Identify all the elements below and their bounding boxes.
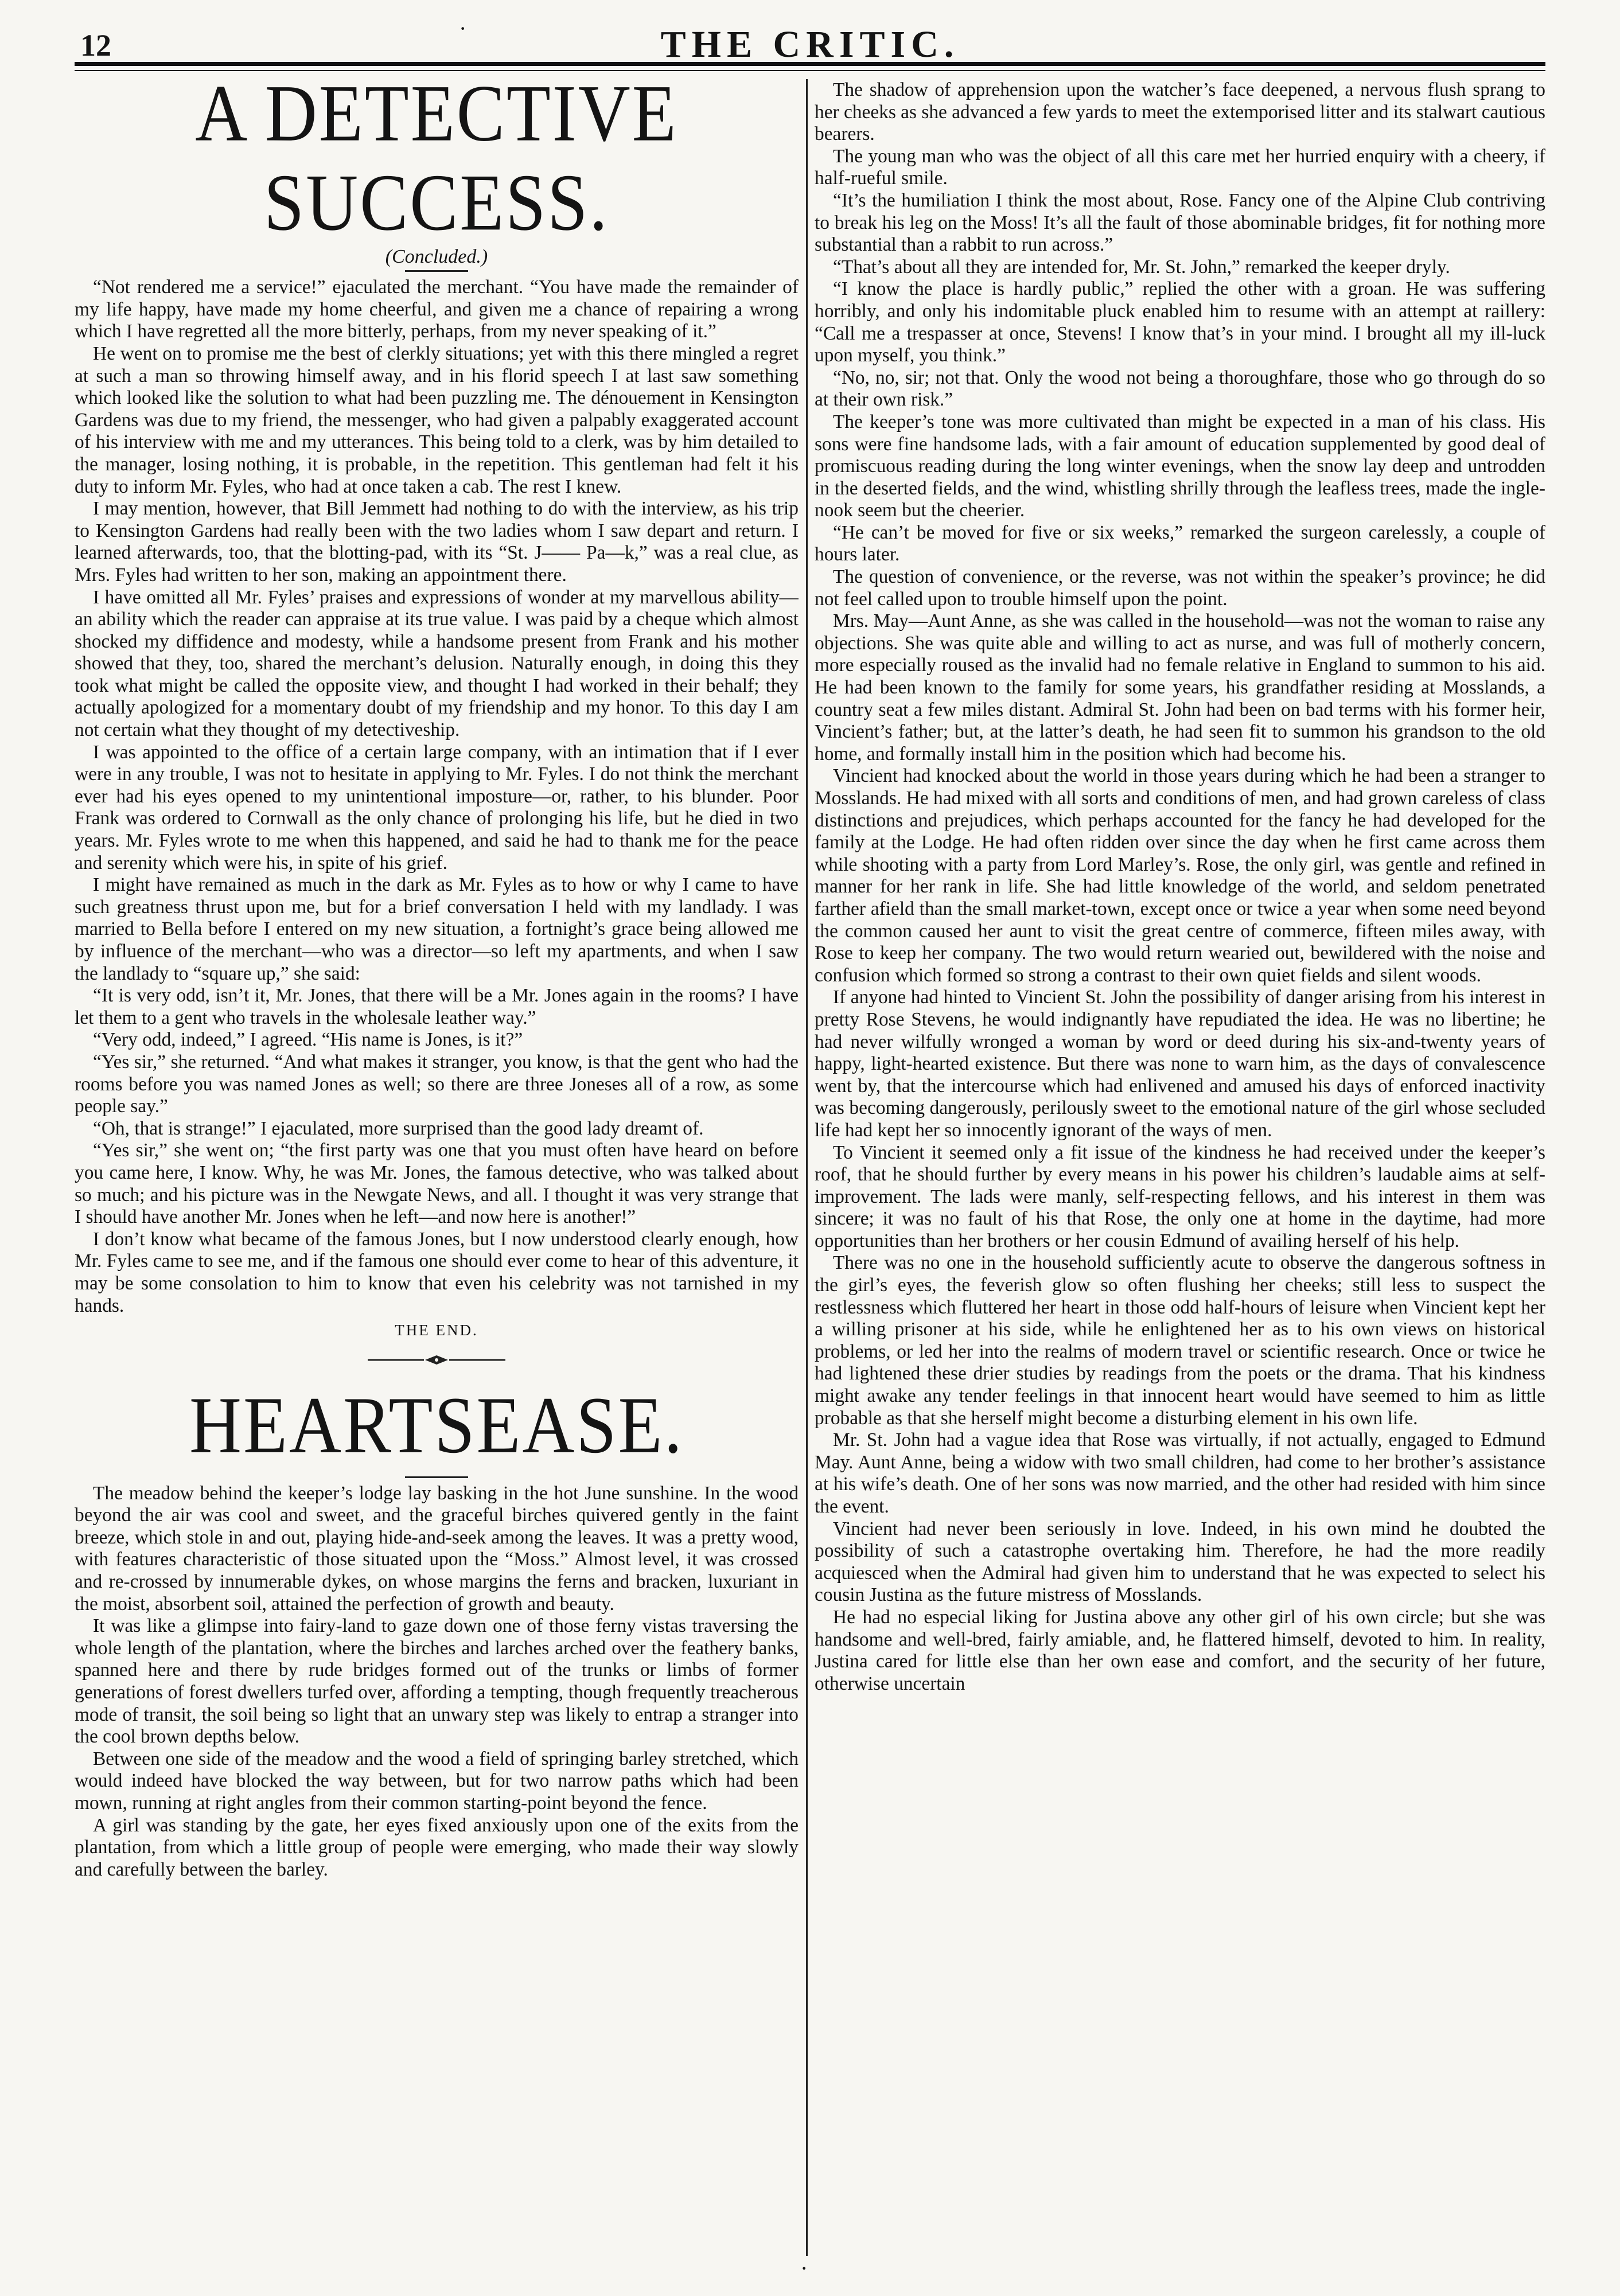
paragraph: A girl was standing by the gate, her eyes fixed anxiously upon one of the exits from the plantation, from which a little group of people were emerging, who made their way slowly and carefully between the barley. — [75, 1814, 799, 1880]
paragraph: He had no especial liking for Justina above any other girl of his own circle; but she was handsome and well-bred, fairly amiable, and, he flattered himself, devoted to him. In reality, Justina cared for little else than her own ease and comfort, and the security of her future, otherwise uncertain — [815, 1606, 1545, 1694]
newspaper-title: THE CRITIC. — [660, 24, 960, 65]
paragraph: I might have remained as much in the dark as Mr. Fyles as to how or why I came to have such greatness thrust upon me, but for a brief conversation I held with my landlady. I was married to Bella before I entered on my new situation, a fortnight’s grace being allowed me by influence of the merchant—who was a director—so left my apartments, and when I saw the landlady to “square up,” she said: — [75, 874, 799, 984]
paragraph: “He can’t be moved for five or six weeks,” remarked the surgeon carelessly, a couple of hours later. — [815, 521, 1545, 566]
masthead — [75, 23, 1545, 63]
page-number: 12 — [80, 28, 111, 63]
paragraph: Mrs. May—Aunt Anne, as she was called in the household—was not the woman to raise any objections. She was quite able and willing to act as nurse, and was full of motherly concern, more especially roused as the invalid had no female relative in England to summon to his aid. He had been known to the family for some years, his grandfather residing at Mosslands, a country seat a few miles distant. Admiral St. John had been on bad terms with his former heir, Vincient’s father; but, at the latter’s death, he had seen fit to summon his grandson to the old home, and formally install him in the position which had become his. — [815, 610, 1545, 765]
paragraph: Mr. St. John had a vague idea that Rose was virtually, if not actually, engaged to Edmund May. Aunt Anne, being a widow with two small children, had come to her brother’s assistance at his wife’s death. One of her sons was now married, and the other had resided with him since the event. — [815, 1429, 1545, 1517]
paragraph: There was no one in the household sufficiently acute to observe the dangerous softness in the girl’s eyes, the feverish glow so often flushing her cheeks; still less to suspect the restlessness which fluttered her heart in those odd half-hours of leisure when Vincient kept her a willing prisoner at his side, while he enlightened her as to his own views on historical problems, or led her into the realms of modern travel or scientific research. Once or twice he had lightened these drier studies by readings from the poets or the drama. That his kindness might awake any tender feelings in that innocent heart would have seemed to him as little probable as that she herself might become a disturbing element in his own life. — [815, 1252, 1545, 1429]
paragraph: “Yes sir,” she returned. “And what makes it stranger, you know, is that the gent who had the rooms before you was named Jones as well; so there are three Joneses all of a row, as some people say.” — [75, 1051, 799, 1117]
paragraph: I may mention, however, that Bill Jemmett had nothing to do with the interview, as his trip to Kensington Gardens had really been with the two ladies whom I saw depart and return. I learned afterwards, too, that the blotting-pad, with its “St. J—— Pa—k,” was a real clue, as Mrs. Fyles had written to her son, making an appointment there. — [75, 498, 799, 586]
story1-subtitle: (Concluded.) — [385, 246, 488, 268]
paragraph: Vincient had never been seriously in love. Indeed, in his own mind he doubted the possibility of such a catastrophe overtaking him. Therefore, he had the more readily acquiesced when the Admiral had given him to understand that he was expected to select his cousin Justina as the future mistress of Mosslands. — [815, 1518, 1545, 1606]
story1-body — [75, 276, 799, 1317]
columns — [75, 79, 1545, 2256]
story2-body-left — [75, 1483, 799, 1881]
paragraph: It was like a glimpse into fairy-land to gaze down one of those ferny vistas traversing the whole length of the plantation, where the birches and larches arched over the feathery banks, spanned here and there by rude bridges formed out of the trunks or limbs of former generations of forest dwellers turfed over, affording a tempting, though frequently treacherous mode of transit, the soil being so light that an unwary step was likely to entrap a stranger into the cool brown depths below. — [75, 1615, 799, 1748]
paragraph: I have omitted all Mr. Fyles’ praises and expressions of wonder at my marvellous ability—an ability which the reader can appraise at its true value. I was paid by a cheque which almost shocked my diffidence and modesty, while a handsome present from Frank and his mother showed that they, too, shared the merchant’s delusion. Naturally enough, in doing this they took what might be called the opposite view, and thought I had worked in their behalf; they actually apologized for a momentary doubt of my friendship and my honor. To this day I am not certain what they thought of my detectiveship. — [75, 586, 799, 741]
left-column — [75, 79, 799, 2256]
story1-end: THE END. — [395, 1322, 478, 1339]
paragraph: “Very odd, indeed,” I agreed. “His name is Jones, is it?” — [93, 1029, 523, 1051]
paragraph: If anyone had hinted to Vincient St. John the possibility of danger arising from his interest in pretty Rose Stevens, he would indignantly have repudiated the idea. He was no libertine; he had never wilfully wronged a woman by word or deed during his six-and-twenty years of happy, light-hearted existence. But there was none to warn him, as the days of convalescence went by, that the intercourse which had enlivened and amused his days of enforced inactivity was becoming dangerously, perilously sweet to the emotional nature of the girl whose secluded life had kept her so innocently ignorant of the ways of men. — [815, 987, 1545, 1141]
paragraph: “No, no, sir; not that. Only the wood not being a thoroughfare, those who go through do so at their own risk.” — [815, 367, 1545, 411]
paragraph: The meadow behind the keeper’s lodge lay basking in the hot June sunshine. In the wood beyond the air was cool and sweet, and the graceful birches quivered gently in the faint breeze, which stole in and out, playing hide-and-seek among the leaves. It was a pretty wood, with features characteristic of those situated upon the “Moss.” Almost level, it was crossed and re-crossed by innumerable dykes, on whose margins the ferns and bracken, luxuriant in the moist, absorbent soil, attained the perfection of growth and beauty. — [75, 1482, 799, 1615]
paragraph: Between one side of the meadow and the wood a field of springing barley stretched, which would indeed have blocked the way between, but for two narrow paths which had been mown, running at right angles from their common starting-point beyond the fence. — [75, 1748, 799, 1814]
page-mark: · — [459, 15, 467, 41]
header-rule-thin — [75, 70, 1545, 71]
title-rule — [405, 1476, 468, 1478]
story2-body-right — [815, 79, 1545, 1695]
story2-title: HEARTSEASE. — [189, 1381, 684, 1471]
paragraph: The question of convenience, or the reverse, was not within the speaker’s province; he did not feel called upon to trouble himself upon the point. — [815, 566, 1545, 610]
paragraph: The keeper’s tone was more cultivated than might be expected in a man of his class. His sons were fine handsome lads, with a fair amount of education supplemented by good deal of promiscuous reading during the long winter evenings, when the snow lay deep and untrodden in the deserted fields, and the wind, whistling shrilly through the leafless trees, made the ingle-nook seem but the cheerier. — [815, 411, 1545, 521]
paragraph: The shadow of apprehension upon the watcher’s face deepened, a nervous flush sprang to her cheeks as she advanced a few yards to meet the extemporised litter and its stalwart cautious bearers. — [815, 79, 1545, 145]
paragraph: “Yes sir,” she went on; “the first party was one that you must often have heard on before you came here, I know. Why, he was Mr. Jones, the famous detective, who was talked about so much; and his picture was in the Newgate News, and all. I thought it was very strange that I should have another Mr. Jones when he left—and now here is another!” — [75, 1140, 799, 1228]
paragraph: “It is very odd, isn’t it, Mr. Jones, that there will be a Mr. Jones again in the rooms? I have let them to a gent who travels in the wholesale leather way.” — [75, 985, 799, 1028]
paragraph: “Oh, that is strange!” I ejaculated, more surprised than the good lady dreamt of. — [93, 1117, 704, 1139]
paragraph: To Vincient it seemed only a fit issue of the kindness he had received under the keeper’s roof, that he should further by every means in his power his children’s laudable aims at self-improvement. The lads were manly, self-respecting fellows, and his interest in them was sincere; it was no fault of his that Rose, the only one at home in the daytime, had more opportunities than her brothers or her cousin Edmund of availing herself of his help. — [815, 1141, 1545, 1252]
right-column — [815, 79, 1545, 2256]
page-mark: · — [800, 2255, 808, 2281]
paragraph: I was appointed to the office of a certain large company, with an intimation that if I ever were in any trouble, I was not to hesitate in applying to Mr. Fyles. I do not think the merchant ever had his eyes opened to my unintentional imposture—or, rather, to his blunder. Poor Frank was ordered to Cornwall as the only chance of prolonging his life, but he died in two years. Mr. Fyles wrote to me when this happened, and said he had to thank me for the peace and serenity which were his, in spite of his grief. — [75, 741, 799, 874]
header-rule-thick — [75, 62, 1545, 66]
paragraph: “That’s about all they are intended for, Mr. St. John,” remarked the keeper dryly. — [833, 256, 1450, 278]
paragraph: “Not rendered me a service!” ejaculated the merchant. “You have made the remainder of my life happy, have made my home cheerful, and given me a chance of repairing a wrong which I have regretted all the more bitterly, perhaps, from my never speaking of it.” — [75, 276, 799, 342]
paragraph: “I know the place is hardly public,” replied the other with a groan. He was suffering horribly, and only his indomitable pluck enabled him to resume with an attempt at raillery: “Call me a trespasser at once, Stevens! I know that’s in your mind. I brought all my ill-luck upon myself, you think.” — [815, 278, 1545, 367]
story1-title: A DETECTIVE SUCCESS. — [195, 79, 678, 248]
column-divider — [806, 79, 808, 2256]
paragraph: I don’t know what became of the famous Jones, but I now understood clearly enough, how Mr. Fyles came to see me, and if the famous one should ever come to hear of this adventure, it may be some consolation to him to know that even his celebrity was not tarnished in my hands. — [75, 1228, 799, 1316]
ornament-divider — [356, 1354, 517, 1366]
paragraph: The young man who was the object of all this care met her hurried enquiry with a cheery, if half-rueful smile. — [815, 145, 1545, 189]
paragraph: He went on to promise me the best of clerkly situations; yet with this there mingled a regret at such a man so throwing himself away, and in his florid speech I at last saw something which looked like the solution to what had been puzzling me. The dénouement in Kensington Gardens was due to my friend, the messenger, who had given a palpably exaggerated account of his interview with me and my utterances. This being told to a clerk, was by him detailed to the manager, losing nothing, it is probable, in the repetition. This gentleman had felt it his duty to inform Mr. Fyles, who had at once taken a cab. The rest I knew. — [75, 342, 799, 497]
title-rule — [405, 270, 468, 272]
paragraph: Vincient had knocked about the world in those years during which he had been a stranger to Mosslands. He had mixed with all sorts and conditions of men, and had grown careless of class distinctions and prejudices, which perhaps accounted for the fancy he had developed for the family at the Lodge. He had often ridden over since the day when he first came across them while shooting with a party from Lord Marley’s. Rose, the only girl, was gentle and refined in manner for her rank in life. She had little knowledge of the world, and seldom penetrated farther afield than the small market-town, except once or twice a year when some need beyond the common caused her aunt to visit the great centre of commerce, fifteen miles away, with Rose to keep her company. The two would return wearied out, bewildered with the noise and confusion which formed so strong a contrast to their own quiet fields and silent woods. — [815, 765, 1545, 986]
paragraph: “It’s the humiliation I think the most about, Rose. Fancy one of the Alpine Club contriving to break his leg on the Moss! It’s all the fault of those abominable bridges, fit for nothing more substantial than a rabbit to run across.” — [815, 189, 1545, 256]
